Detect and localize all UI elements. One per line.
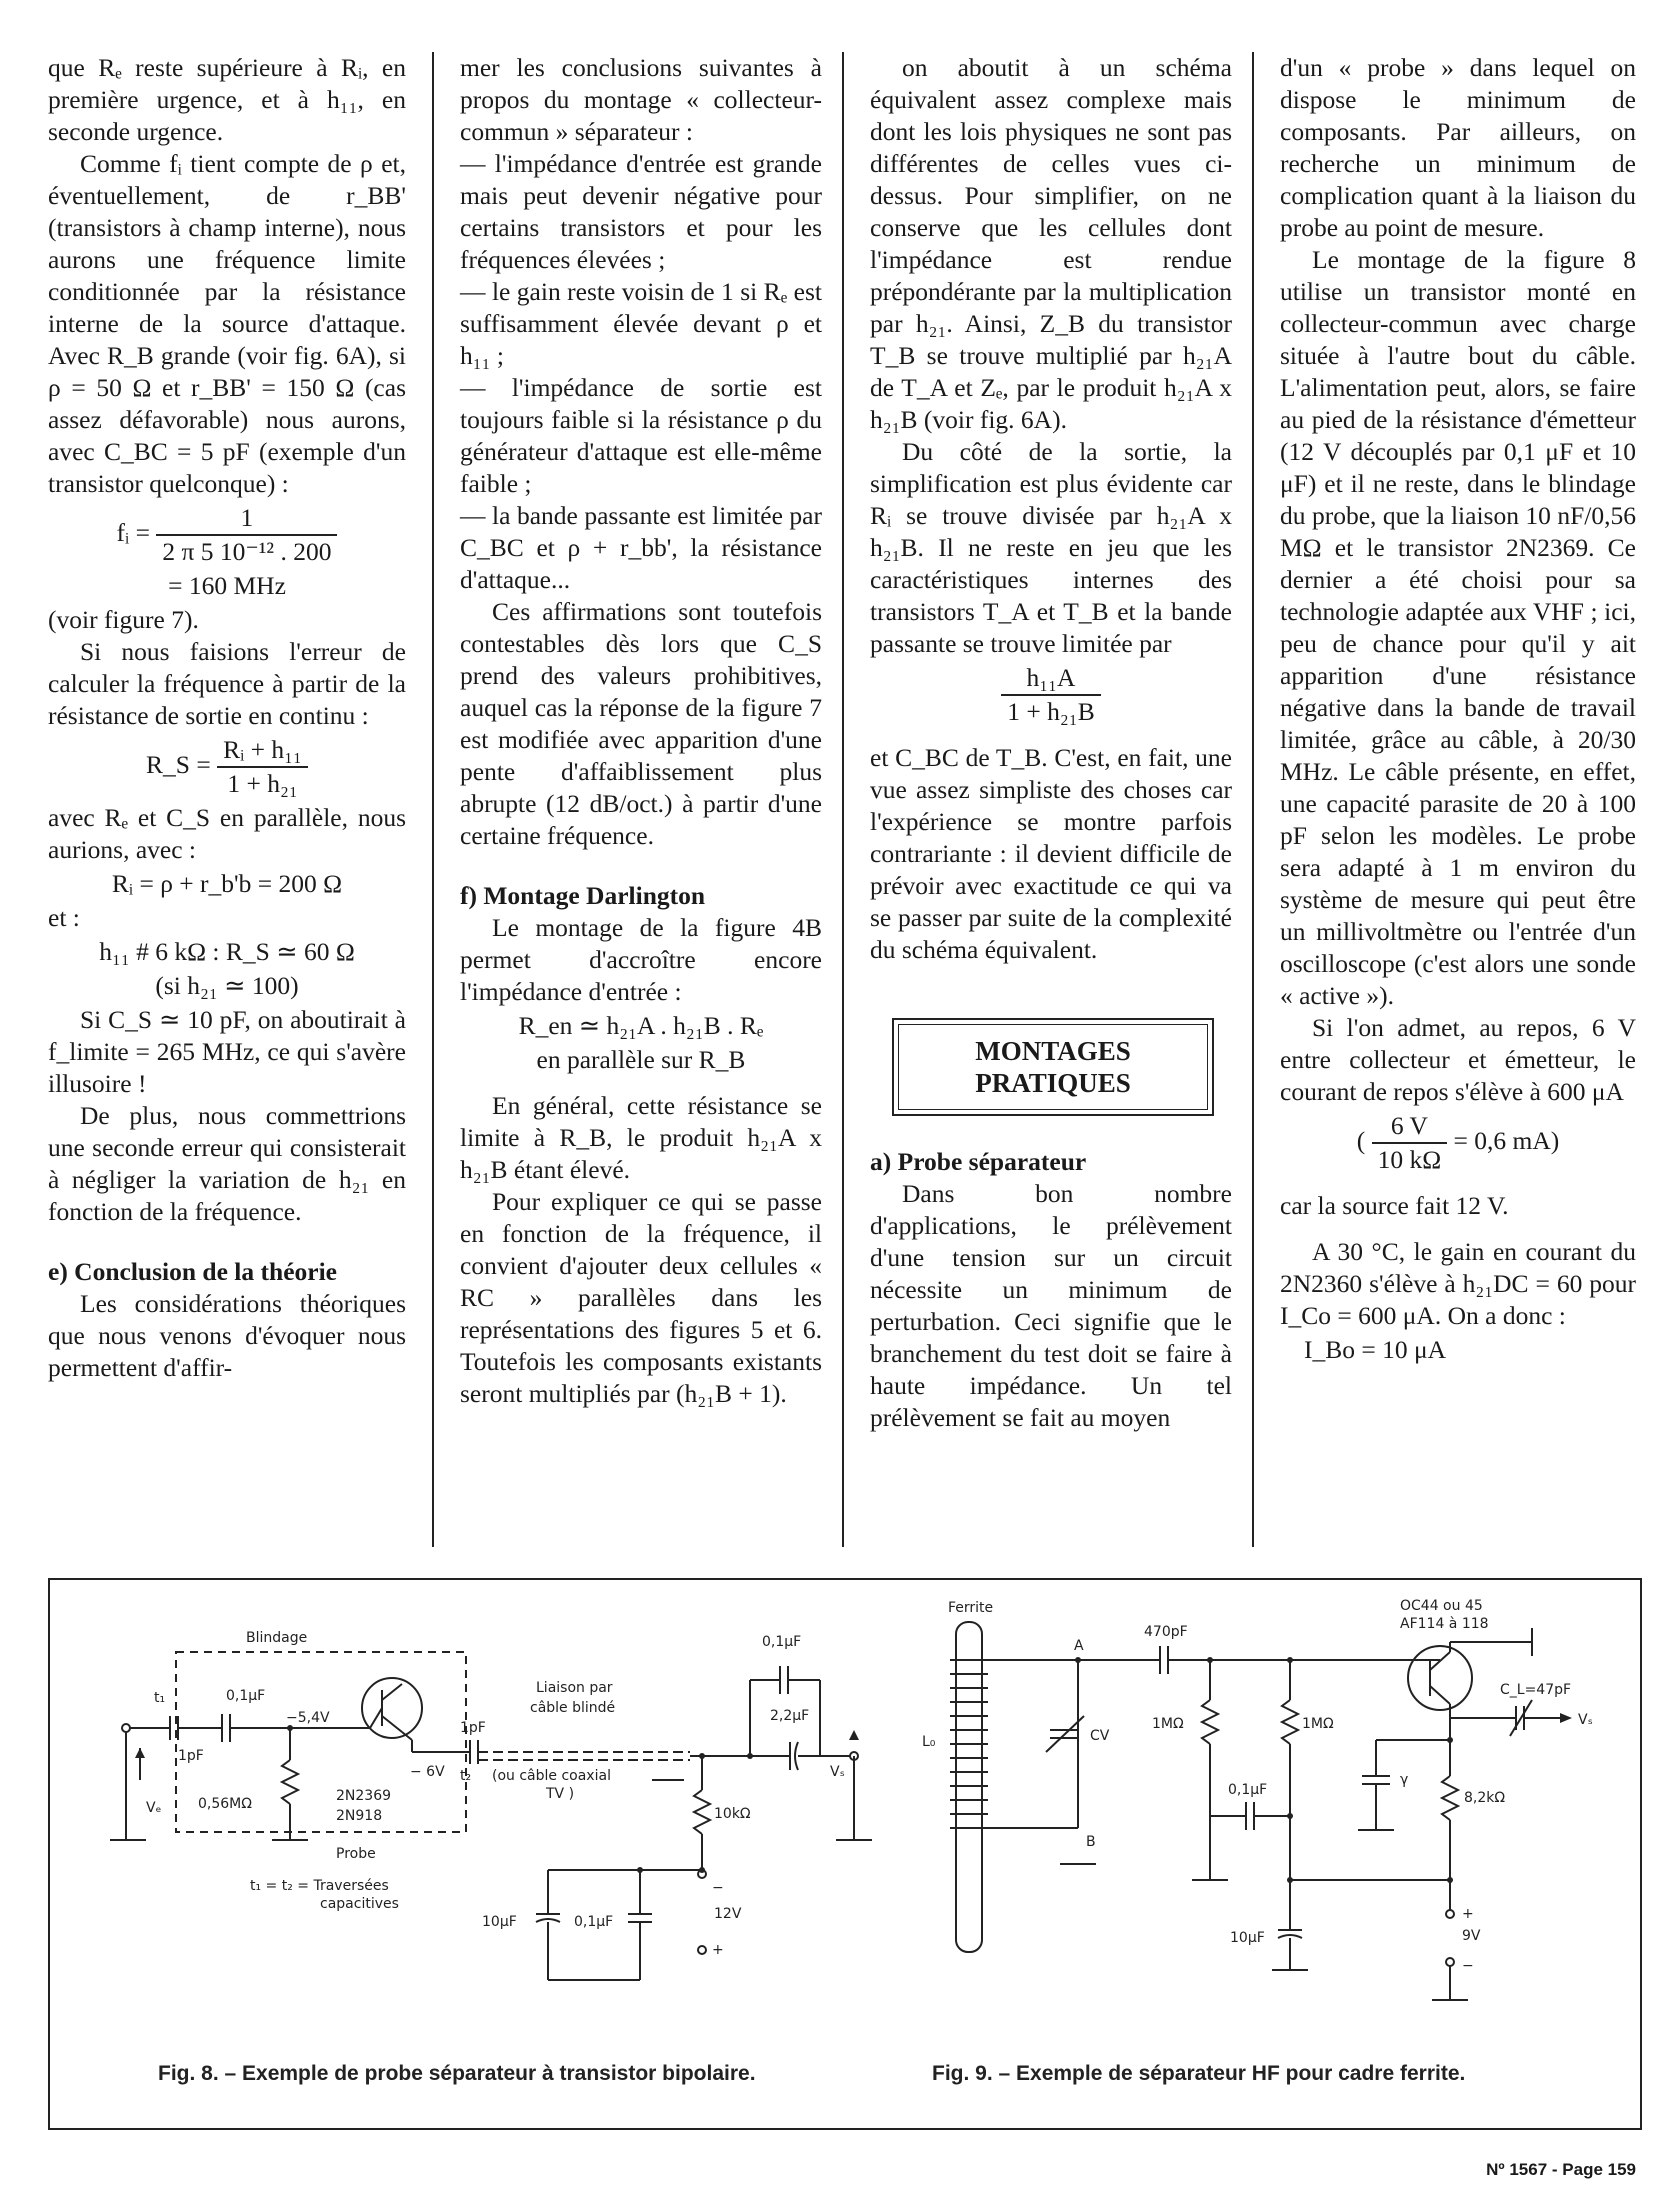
label-r1m-a: 1MΩ (1152, 1716, 1184, 1732)
label-plus: + (1462, 1906, 1474, 1922)
numerator: 6 V (1372, 1110, 1448, 1144)
figures-panel (48, 1578, 1642, 2130)
denominator: 1 + h₂₁B (1007, 697, 1095, 726)
column-rule (1252, 52, 1254, 1547)
section-heading-e: e) Conclusion de la théorie (48, 1257, 337, 1286)
section-box-title (898, 1024, 1208, 1110)
label-t1: t₁ (154, 1690, 166, 1706)
label-tr1: 2N2369 (336, 1788, 392, 1804)
label-liaison: Liaison par (536, 1680, 613, 1696)
paragraph: Si l'on admet, au repos, 6 V entre collecteur et émetteur, le courant de repos s'élève à 600 μA (1280, 1013, 1636, 1106)
paragraph: avec Rₑ et C_S en parallèle, nous aurions, avec : (48, 803, 406, 864)
column-rule (432, 52, 434, 1547)
formula-h11: h₁₁ # 6 kΩ : R_S ≃ 60 Ω (99, 937, 355, 966)
label-c01-top: 0,1μF (762, 1634, 802, 1650)
paragraph: — le gain reste voisin de 1 si Rₑ est suffisamment élevée devant ρ et h₁₁ ; (460, 277, 822, 370)
denominator: 10 kΩ (1377, 1145, 1442, 1174)
label-minus: − (712, 1880, 724, 1896)
formula-rs (48, 734, 406, 800)
text-column-1 (48, 52, 406, 1384)
paragraph: d'un « probe » dans lequel on dispose le minimum de composants. Par ailleurs, on recherche un minimum de complication quant à la liaison du probe au point de mesure. (1280, 53, 1636, 242)
label-c01-bot: 0,1μF (574, 1914, 614, 1930)
paragraph: Pour expliquer ce qui se passe en fonction de la fréquence, il convient d'ajouter deux cellules « RC » parallèles dans les représentations des figures 5 et 6. Toutefois les composants existants seront multipliés par (h₂₁B + 1). (460, 1187, 822, 1408)
box-line: PRATIQUES (975, 1068, 1131, 1098)
caption-fig8: Fig. 8. – Exemple de probe séparateur à transistor bipolaire. (158, 2062, 756, 2085)
denominator: 2 π 5 10⁻¹² . 200 (162, 537, 332, 566)
fraction (1001, 662, 1100, 728)
paragraph: Si C_S ≃ 10 pF, on aboutirait à f_limite = 265 MHz, ce qui s'avère illusoire ! (48, 1005, 406, 1098)
label-coax: (ou câble coaxial (492, 1768, 611, 1784)
label-v6: − 6V (410, 1764, 445, 1780)
label-probe: Probe (336, 1846, 376, 1862)
label-c22: 2,2μF (770, 1708, 810, 1724)
formula-lhs: fᵢ = (116, 517, 150, 547)
label-9v: 9V (1462, 1928, 1481, 1944)
label-capacitives: capacitives (320, 1896, 399, 1912)
fraction (156, 502, 337, 568)
label-a: A (1074, 1638, 1084, 1654)
formula-ren: R_en ≃ h₂₁A . h₂₁B . Rₑ (518, 1011, 764, 1040)
paragraph: Si nous faisions l'erreur de calculer la fréquence à partir de la résistance de sortie en continu : (48, 637, 406, 730)
paragraph: — l'impédance de sortie est toujours faible si la résistance ρ du générateur d'attaque est elle-même faible ; (460, 373, 822, 498)
paragraph: En général, cette résistance se limite à R_B, le produit h₂₁A x h₂₁B étant élevé. (460, 1091, 822, 1184)
numerator: h₁₁A (1001, 662, 1100, 696)
label-l0: L₀ (922, 1734, 936, 1750)
paragraph: et : (48, 903, 80, 932)
label-c01: 0,1μF (226, 1688, 266, 1704)
label-r82: 8,2kΩ (1464, 1790, 1506, 1806)
label-c1pf-in: 1pF (178, 1748, 204, 1764)
label-v54: −5,4V (286, 1710, 330, 1726)
paragraph: Le montage de la figure 4B permet d'accroître encore l'impédance d'entrée : (460, 913, 822, 1006)
label-ve: Vₑ (146, 1800, 162, 1816)
paragraph: A 30 °C, le gain en courant du 2N2360 s'élève à h₂₁DC = 60 pour I_Co = 600 μA. On a donc : (1280, 1237, 1636, 1330)
label-c1pf-out: 1pF (460, 1720, 486, 1736)
paragraph: on aboutit à un schéma équivalent assez complexe mais dont les lois physiques ne sont pas différentes de celles vues ci-dessus. Pour simplifier, on ne conserve que les cellules dont l'impédance est rendue prépondérante par la multiplication par h₂₁. Ainsi, Z_B du transistor T_B se trouve multiplié par h₂₁A de T_A et Zₑ, par le produit h₂₁A x h₂₁B (voir fig. 6A). (870, 53, 1232, 434)
fraction (1372, 1110, 1448, 1176)
label-tv: TV ) (546, 1786, 575, 1802)
label-t2: t₂ (460, 1768, 472, 1784)
paragraph: (voir figure 7). (48, 605, 199, 634)
formula-result: = 160 MHz (168, 571, 286, 600)
label-blindage: Blindage (246, 1630, 308, 1646)
paragraph: que Rₑ reste supérieure à Rᵢ, en première urgence, et à h₁₁, en seconde urgence. (48, 53, 406, 146)
text-column-3 (870, 52, 1232, 1434)
paragraph: Comme fᵢ tient compte de ρ et, éventuellement, de r_BB' (transistors à champ interne), nous aurons une fréquence limite conditionnée par la résistance interne de la source d'attaque. Avec R_B grande (voir fig. 6A), si ρ = 50 Ω et r_BB' = 150 Ω (cas assez défavorable) nous aurons, avec C_BC = 5 pF (exemple d'un transistor quelconque) : (48, 149, 406, 498)
label-tr2: AF114 à 118 (1400, 1616, 1489, 1632)
paragraph: Dans bon nombre d'applications, le prélèvement d'une tension sur un circuit nécessite un minimum de perturbation. Ceci signifie que le branchement du test doit se faire à haute impédance. Un tel prélèvement se fait au moyen (870, 1179, 1232, 1432)
column-rule (842, 52, 844, 1547)
formula-current (1280, 1110, 1636, 1176)
paragraph: — la bande passante est limitée par C_BC et ρ + r_bb', la résistance d'attaque... (460, 501, 822, 594)
paren-open: ( (1356, 1125, 1366, 1155)
label-tr2: 2N918 (336, 1808, 383, 1824)
label-r1m-b: 1MΩ (1302, 1716, 1334, 1732)
text-column-4 (1280, 52, 1636, 1368)
formula-h21: (si h₂₁ ≃ 100) (155, 971, 299, 1000)
label-vs: Vₛ (830, 1764, 845, 1780)
label-minus: − (1462, 1958, 1474, 1974)
numerator: 1 (156, 502, 337, 536)
paragraph: car la source fait 12 V. (1280, 1191, 1509, 1220)
page-footer: Nº 1567 - Page 159 (1486, 2160, 1636, 2179)
label-c470: 470pF (1144, 1624, 1188, 1640)
label-c10u: 10μF (482, 1914, 517, 1930)
label-r056: 0,56MΩ (198, 1796, 252, 1812)
numerator: Rᵢ + h₁₁ (217, 734, 308, 768)
paragraph: Les considérations théoriques que nous venons d'évoquer nous permettent d'affir- (48, 1289, 406, 1382)
label-ferrite: Ferrite (948, 1600, 994, 1616)
label-cable: câble blindé (530, 1700, 616, 1716)
denominator: 1 + h₂₁ (227, 769, 298, 798)
label-cv: CV (1090, 1728, 1110, 1744)
fraction (217, 734, 308, 800)
circuit-diagrams (50, 1580, 1640, 2128)
paragraph: Du côté de la sortie, la simplification est plus évidente car Rᵢ se trouve divisée par h₂₁A x h₂₁B. Il ne reste en jeu que les caractéristiques internes des transistors T_A et T_B et la bande passante se trouve limitée par (870, 437, 1232, 658)
label-gamma: γ (1400, 1772, 1409, 1788)
paragraph: De plus, nous commettrions une seconde erreur qui consisterait à négliger la variation de h₂₁ en fonction de la fréquence. (48, 1101, 406, 1226)
label-traversees: t₁ = t₂ = Traversées (250, 1878, 389, 1894)
formula-bandwidth (870, 662, 1232, 728)
label-c10u: 10μF (1230, 1930, 1265, 1946)
label-b: B (1086, 1834, 1096, 1850)
formula-lhs: R_S = (146, 749, 211, 779)
paragraph: — l'impédance d'entrée est grande mais peut devenir négative pour certains transistors et pour les fréquences élevées ; (460, 149, 822, 274)
box-line: MONTAGES (975, 1036, 1131, 1066)
section-heading-a: a) Probe séparateur (870, 1147, 1087, 1176)
formula-fi (48, 502, 406, 568)
paragraph: mer les conclusions suivantes à propos du montage « collecteur-commun » séparateur : (460, 53, 822, 146)
label-cl: C_L=47pF (1500, 1682, 1572, 1698)
paragraph: et C_BC de T_B. C'est, en fait, une vue assez simpliste des choses car l'expérience se montre parfois contrariante : il devient difficile de prévoir avec exactitude ce qui va se passer par suite de la complexité du schéma équivalent. (870, 743, 1232, 964)
section-box (892, 1018, 1214, 1116)
label-r10k: 10kΩ (714, 1806, 751, 1822)
formula-ibo: I_Bo = 10 μA (1304, 1335, 1447, 1364)
paragraph: Le montage de la figure 8 utilise un transistor monté en collecteur-commun avec charge située à l'autre bout du câble. L'alimentation peut, alors, se faire au pied de la résistance d'émetteur (12 V découplés par 0,1 μF et 10 μF) et il ne reste, dans le blindage du probe, que la liaison 10 nF/0,56 MΩ et le transistor 2N2369. Ce dernier a été choisi pour sa technologie adaptée aux VHF ; ici, peu de chance pour qu'il y ait apparition d'une résistance négative dans la bande de travail limitée, grâce au câble, à 20/30 MHz. Le câble présente, en effet, une capacité parasite de 20 à 100 pF selon les modèles. Le probe sera adapté à 1 m environ du système de mesure qui peut être un millivoltmètre ou l'entrée d'un oscilloscope (c'est alors une sonde « active »). (1280, 245, 1636, 1010)
text-column-2 (460, 52, 822, 1410)
formula-parallel: en parallèle sur R_B (536, 1045, 746, 1074)
label-12v: 12V (714, 1906, 742, 1922)
label-plus: + (712, 1942, 724, 1958)
section-heading-f: f) Montage Darlington (460, 881, 706, 910)
label-vs: Vₛ (1578, 1712, 1593, 1728)
formula-rhs: = 0,6 mA) (1453, 1125, 1560, 1155)
caption-fig9: Fig. 9. – Exemple de séparateur HF pour cadre ferrite. (932, 2062, 1466, 2085)
label-c01: 0,1μF (1228, 1782, 1268, 1798)
formula-ri: Rᵢ = ρ + r_b'b = 200 Ω (111, 869, 343, 898)
paragraph: Ces affirmations sont toutefois contestables dès lors que C_S prend des valeurs prohibitives, auquel cas la réponse de la figure 7 est modifiée avec apparition d'une pente d'affaiblissement plus abrupte (12 dB/oct.) à partir d'une certaine fréquence. (460, 597, 822, 850)
label-tr1: OC44 ou 45 (1400, 1598, 1483, 1614)
